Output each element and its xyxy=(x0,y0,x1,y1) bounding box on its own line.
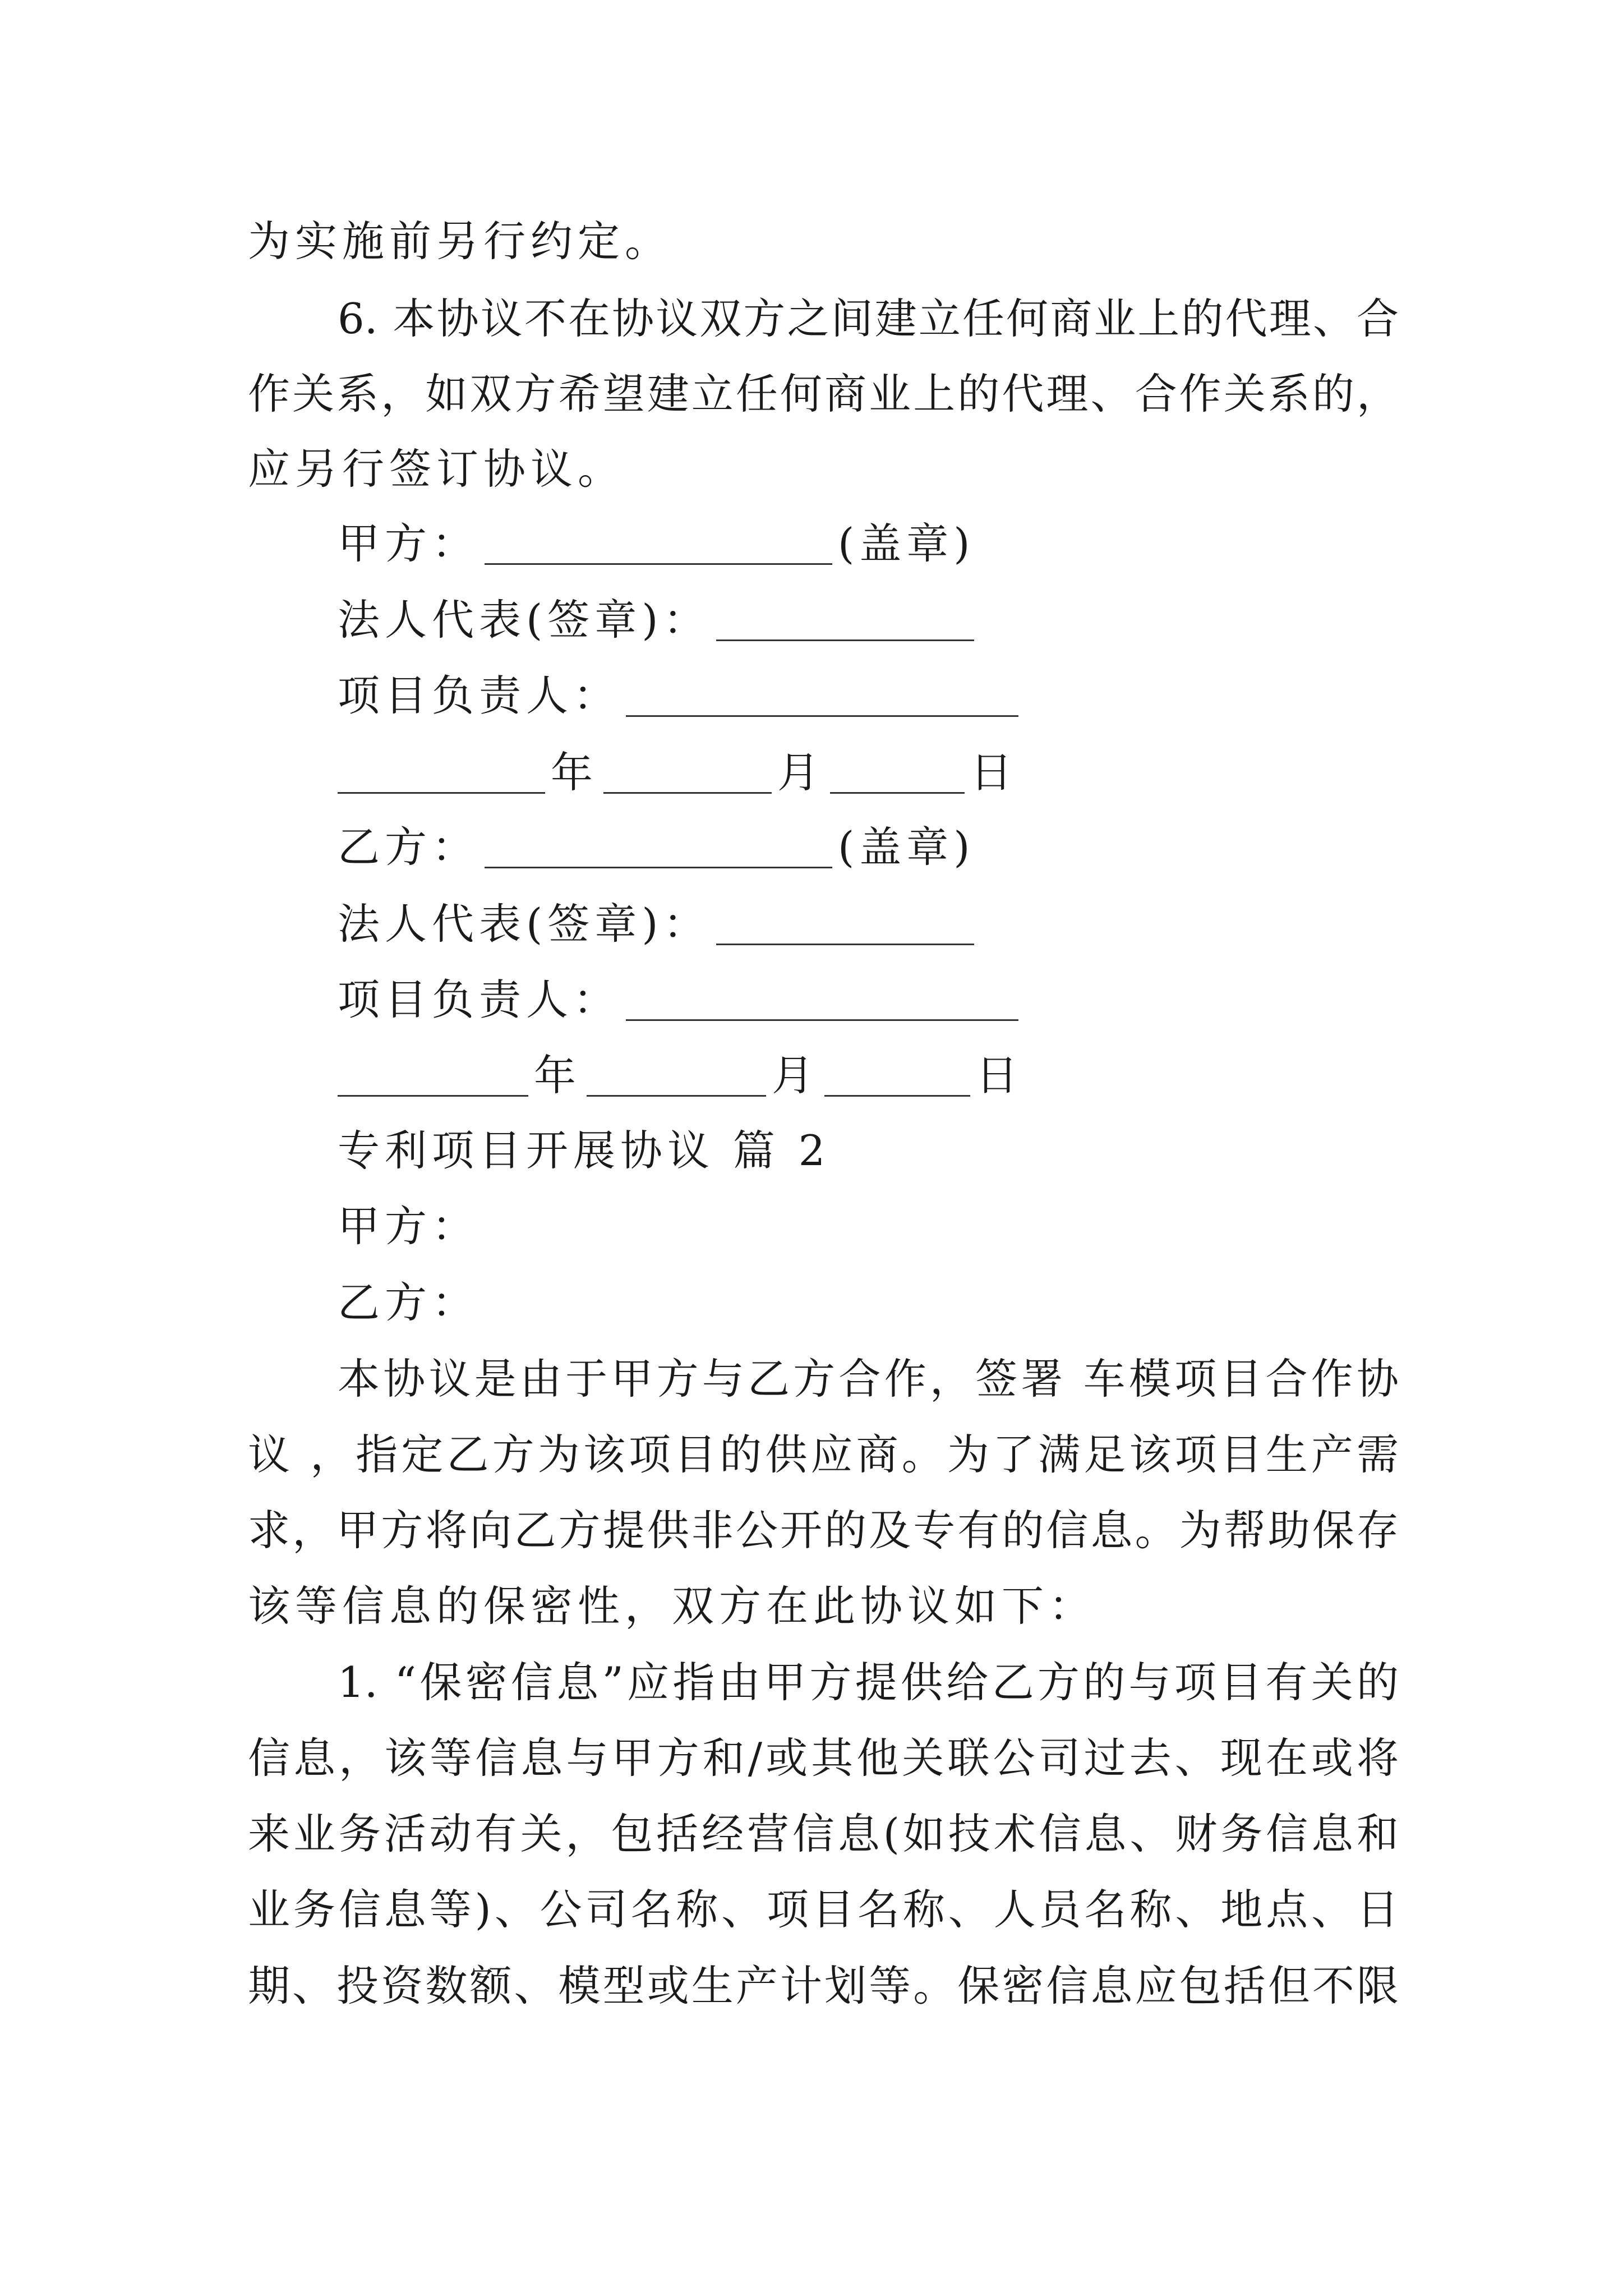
party-b-signature-row xyxy=(338,822,975,872)
party-b-year-blank xyxy=(338,1060,528,1097)
party-a-year-label: 年 xyxy=(551,748,598,797)
party-a-line: 甲方： xyxy=(338,1202,479,1251)
party-a-blank xyxy=(485,528,832,565)
party-b-project-lead-label: 项目负责人： xyxy=(338,975,621,1024)
party-b-day-blank xyxy=(824,1060,970,1097)
party-b-month-blank xyxy=(587,1060,766,1097)
party-b-day-label: 日 xyxy=(976,1051,1023,1100)
party-b-legal-rep-blank xyxy=(716,909,974,945)
clause-6-line-2: 作关系，如双方希望建立任何商业上的代理、合作关系的， xyxy=(248,369,1399,418)
party-b-blank xyxy=(485,832,832,868)
party-b-legal-rep-row xyxy=(338,899,980,949)
intro-line-3: 求，甲方将向乙方提供非公开的及专有的信息。为帮助保存 xyxy=(248,1506,1399,1555)
party-a-legal-rep-row xyxy=(338,595,980,645)
party-a-signature-row xyxy=(338,519,975,568)
clause-1-line-5: 期、投资数额、模型或生产计划等。保密信息应包括但不限 xyxy=(248,1961,1399,2010)
party-a-month-label: 月 xyxy=(777,748,825,797)
party-a-project-lead-label: 项目负责人： xyxy=(338,671,621,720)
party-a-project-lead-blank xyxy=(626,680,1018,717)
intro-line-1: 本协议是由于甲方与乙方合作，签署 车模项目合作协 xyxy=(338,1354,1399,1404)
clause-6-line-1: 6. 本协议不在协议双方之间建立任何商业上的代理、合 xyxy=(338,294,1399,343)
party-b-project-lead-row xyxy=(338,975,1024,1024)
party-b-project-lead-blank xyxy=(626,984,1018,1021)
party-a-seal-label: (盖章) xyxy=(838,519,975,568)
party-b-label: 乙方： xyxy=(338,822,479,872)
intro-line-2: 议 ，指定乙方为该项目的供应商。为了满足该项目生产需 xyxy=(248,1430,1399,1479)
party-b-date-row xyxy=(338,1051,1023,1100)
paragraph-line: 为实施前另行约定。 xyxy=(248,217,672,266)
party-b-month-label: 月 xyxy=(772,1051,819,1100)
party-a-year-blank xyxy=(338,757,545,794)
clause-1-line-1: 1. “保密信息”应指由甲方提供给乙方的与项目有关的 xyxy=(338,1658,1399,1707)
party-b-seal-label: (盖章) xyxy=(838,822,975,872)
party-b-year-label: 年 xyxy=(534,1051,582,1100)
party-a-month-blank xyxy=(603,757,772,794)
clause-1-line-4: 业务信息等)、公司名称、项目名称、人员名称、地点、日 xyxy=(248,1885,1399,1934)
party-a-legal-rep-blank xyxy=(716,605,974,641)
party-a-legal-rep-label: 法人代表(签章)： xyxy=(338,595,711,645)
party-a-label: 甲方： xyxy=(338,519,479,568)
clause-1-line-2: 信息，该等信息与甲方和/或其他关联公司过去、现在或将 xyxy=(248,1733,1399,1783)
clause-1-line-3: 来业务活动有关，包括经营信息(如技术信息、财务信息和 xyxy=(248,1809,1399,1858)
party-a-project-lead-row xyxy=(338,671,1024,720)
party-a-day-label: 日 xyxy=(970,748,1018,797)
clause-6-line-3: 应另行签订协议。 xyxy=(248,444,625,494)
section-title: 专利项目开展协议 篇 2 xyxy=(338,1126,831,1175)
party-a-date-row xyxy=(338,748,1018,797)
party-b-legal-rep-label: 法人代表(签章)： xyxy=(338,899,711,949)
party-b-line: 乙方： xyxy=(338,1278,479,1327)
party-a-day-blank xyxy=(830,757,965,794)
intro-line-4: 该等信息的保密性，双方在此协议如下： xyxy=(248,1581,1096,1631)
